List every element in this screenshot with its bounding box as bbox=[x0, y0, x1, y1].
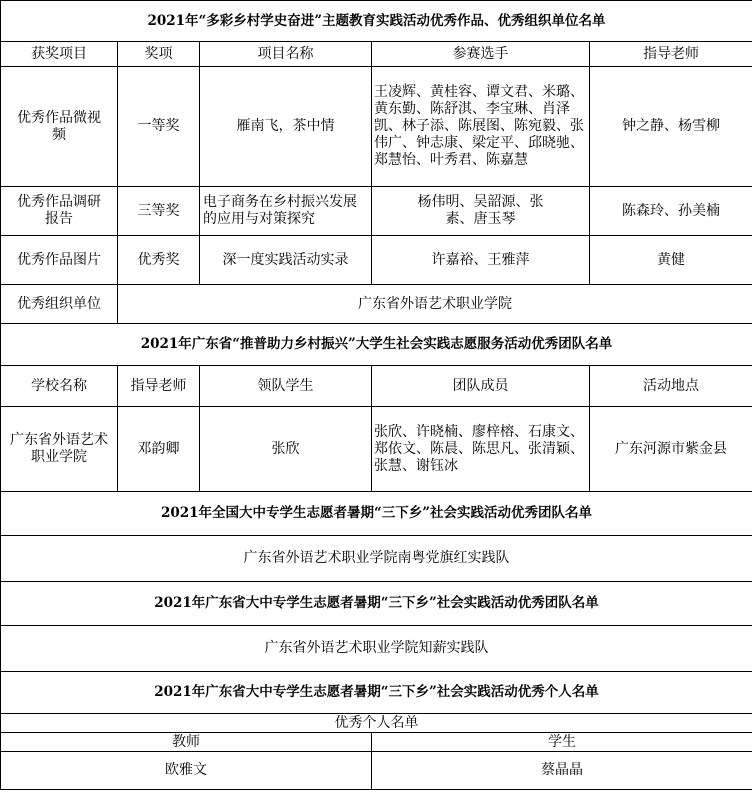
cell-location: 广东河源市紫金县 bbox=[590, 407, 752, 492]
cell-org-label: 优秀组织单位 bbox=[1, 285, 118, 324]
table-row bbox=[1, 67, 752, 187]
header-award: 奖项 bbox=[118, 42, 200, 67]
cell-project: 深一度实践活动实录 bbox=[200, 236, 372, 285]
cell-award: 三等奖 bbox=[118, 187, 200, 236]
cell-teacher: 欧雅文 bbox=[1, 752, 372, 790]
table-row bbox=[1, 752, 752, 790]
cell-award: 优秀奖 bbox=[118, 236, 200, 285]
cell-award: 一等奖 bbox=[118, 67, 200, 187]
cell-members: 张欣、许晓楠、廖梓榕、石康文、郑依文、陈晨、陈思凡、张清颖、张慧、谢钰冰 bbox=[372, 407, 590, 492]
cell-school: 广东省外语艺术职业学院 bbox=[1, 407, 118, 492]
header-location: 活动地点 bbox=[590, 366, 752, 407]
header-project: 项目名称 bbox=[200, 42, 372, 67]
table-row bbox=[1, 285, 752, 324]
table-row bbox=[1, 407, 752, 492]
section5-subtitle: 优秀个人名单 bbox=[1, 714, 752, 733]
cell-participants: 许嘉裕、王雅萍 bbox=[372, 236, 590, 285]
cell-category: 优秀作品微视频 bbox=[1, 67, 118, 187]
header-school: 学校名称 bbox=[1, 366, 118, 407]
section4-value: 广东省外语艺术职业学院知薪实践队 bbox=[1, 626, 752, 672]
cell-participants: 杨伟明、吴韶源、张素、唐玉琴 bbox=[372, 187, 590, 236]
cell-project: 电子商务在乡村振兴发展的应用与对策探究 bbox=[200, 187, 372, 236]
table-row bbox=[1, 236, 752, 285]
header-members: 团队成员 bbox=[372, 366, 590, 407]
section4-title: 2021年广东省大中专学生志愿者暑期“三下乡”社会实践活动优秀团队名单 bbox=[1, 582, 752, 626]
cell-project: 雁南飞，茶中情 bbox=[200, 67, 372, 187]
cell-advisors: 钟之静、杨雪柳 bbox=[590, 67, 752, 187]
section3-title: 2021年全国大中专学生志愿者暑期“三下乡”社会实践活动优秀团队名单 bbox=[1, 492, 752, 536]
cell-leader: 张欣 bbox=[200, 407, 372, 492]
cell-org-value: 广东省外语艺术职业学院 bbox=[118, 285, 752, 324]
section3-value: 广东省外语艺术职业学院南粤党旗红实践队 bbox=[1, 536, 752, 582]
cell-advisors: 黄健 bbox=[590, 236, 752, 285]
cell-category: 优秀作品图片 bbox=[1, 236, 118, 285]
cell-student: 蔡晶晶 bbox=[372, 752, 752, 790]
cell-participants: 王凌辉、黄桂容、谭文君、米璐、黄东勤、陈舒淇、李宝琳、肖泽凯、林子添、陈展图、陈宛毅、张伟广、钟志康、梁定平、邱晓驰、郑慧怡、叶秀君、陈嘉慧 bbox=[372, 67, 590, 187]
table-row bbox=[1, 187, 752, 236]
cell-advisor: 邓韵卿 bbox=[118, 407, 200, 492]
section5-title: 2021年广东省大中专学生志愿者暑期“三下乡”社会实践活动优秀个人名单 bbox=[1, 672, 752, 714]
header-category: 获奖项目 bbox=[1, 42, 118, 67]
header-advisors: 指导老师 bbox=[590, 42, 752, 67]
header-participants: 参赛选手 bbox=[372, 42, 590, 67]
header-leader: 领队学生 bbox=[200, 366, 372, 407]
header-teacher: 教师 bbox=[1, 733, 372, 752]
section2-title: 2021年广东省“推普助力乡村振兴”大学生社会实践志愿服务活动优秀团队名单 bbox=[1, 324, 752, 366]
cell-category: 优秀作品调研报告 bbox=[1, 187, 118, 236]
section1-title: 2021年“多彩乡村学史奋进”主题教育实践活动优秀作品、优秀组织单位名单 bbox=[1, 1, 752, 42]
cell-advisors: 陈森玲、孙美楠 bbox=[590, 187, 752, 236]
header-student: 学生 bbox=[372, 733, 752, 752]
header-advisor: 指导老师 bbox=[118, 366, 200, 407]
